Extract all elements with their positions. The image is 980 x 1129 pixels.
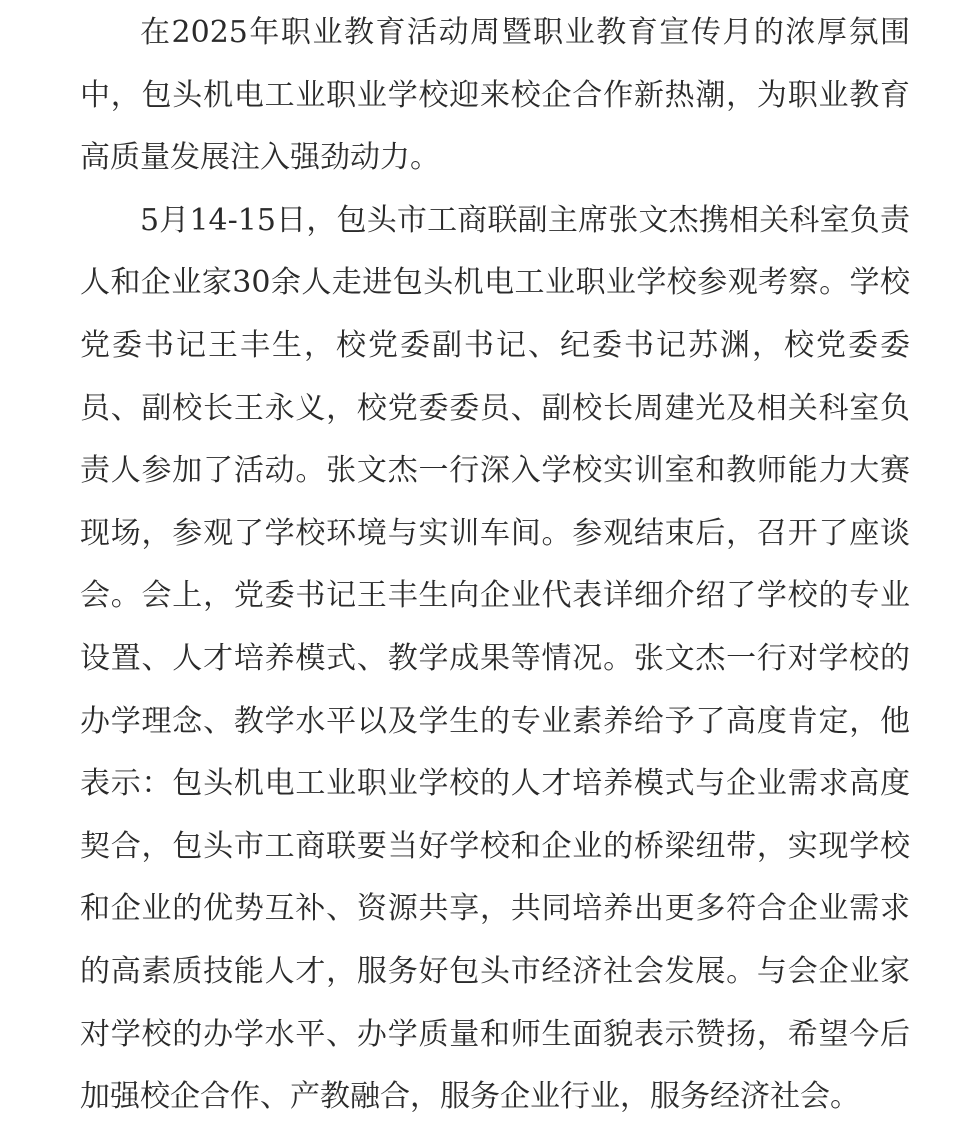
paragraph-visit: 5月14-15日，包头市工商联副主席张文杰携相关科室负责人和企业家30余人走进包头机电工业职业学校参观考察。学校党委书记王丰生，校党委副书记、纪委书记苏渊，校党委委员、副校长王永义，校党委委员、副校长周建光及相关科室负责人参加了活动。张文杰一行深入学校实训室和教师能力大赛现场，参观了学校环境与实训车间。参观结束后，召开了座谈会。会上，党委书记王丰生向企业代表详细介绍了学校的专业设置、人才培养模式、教学成果等情况。张文杰一行对学校的办学理念、教学水平以及学生的专业素养给予了高度肯定，他表示：包头机电工业职业学校的人才培养模式与企业需求高度契合，包头市工商联要当好学校和企业的桥梁纽带，实现学校和企业的优势互补、资源共享，共同培养出更多符合企业需求的高素质技能人才，服务好包头市经济社会发展。与会企业家对学校的办学水平、办学质量和师生面貌表示赞扬，希望今后加强校企合作、产教融合，服务企业行业，服务经济社会。 bbox=[80, 202, 910, 1115]
paragraph-intro: 在2025年职业教育活动周暨职业教育宣传月的浓厚氛围中，包头机电工业职业学校迎来校企合作新热潮，为职业教育高质量发展注入强劲动力。 bbox=[80, 15, 910, 176]
